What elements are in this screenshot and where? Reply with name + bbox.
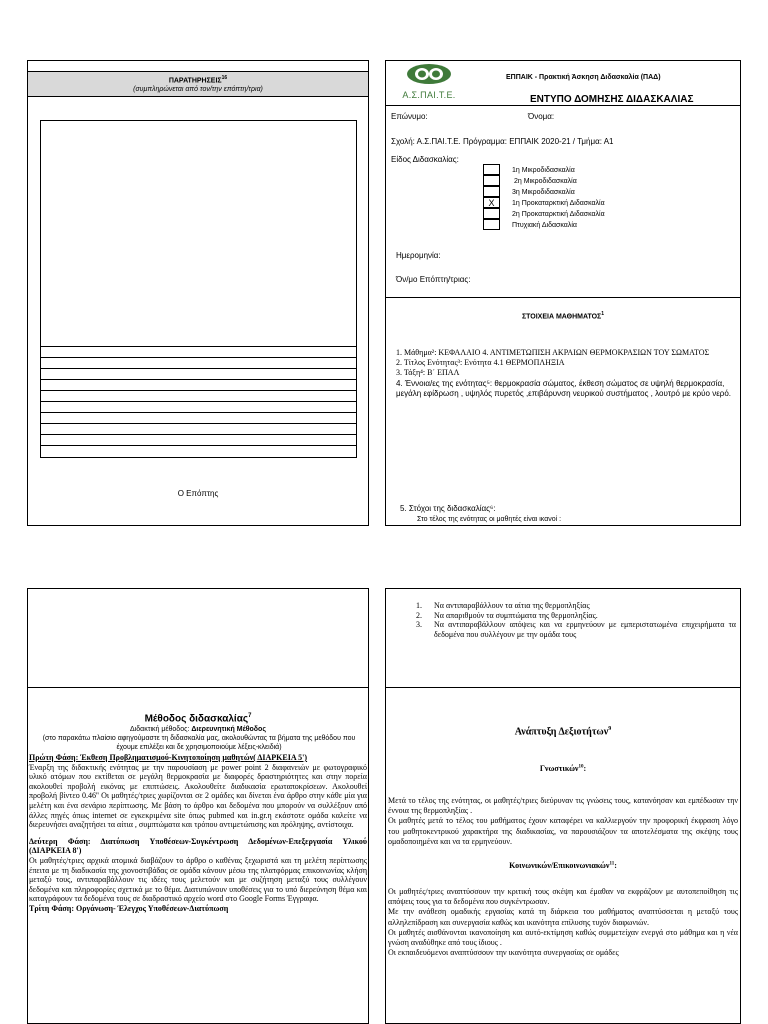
structure-form: [385, 60, 741, 526]
remarks-subtitle: (συμπληρώνεται από τον/την επόπτη/τρια): [133, 86, 263, 94]
phase1-title: Πρώτη Φάση: Έκθεση Προβληματισμού-Κινητοποίηση μαθητών( ΔΙΑΡΚΕΙΑ 5'): [29, 753, 308, 762]
teaching-method-panel: [27, 588, 369, 1024]
form-title: ΕΝΤΥΠΟ ΔΟΜΗΣΗΣ ΔΙΔΑΣΚΑΛΙΑΣ: [530, 94, 694, 105]
teaching-type-label-3: 3η Μικροδιδασκαλία: [512, 189, 575, 196]
lesson-subject: 1. Μάθημα²: ΚΕΦΑΛΑΙΟ 4. ΑΝΤΙΜΕΤΩΠΙΣΗ ΑΚΡΑΙΩΝ ΘΕΡΜΟΚΡΑΣΙΩΝ ΤΟΥ ΣΩΜΑΤΟΣ: [396, 348, 710, 357]
teaching-type-label-5: 2η Προκαταρκτική Διδασκαλία: [512, 211, 605, 218]
logo-emblem-icon: [396, 63, 462, 85]
remarks-lines: [41, 336, 356, 457]
checkbox-1st-preliminary[interactable]: X: [483, 197, 500, 208]
objectives-list: 1. Να αντιπαραβάλλουν τα αίτια της θερμοπληξίας 2. Να απαριθμούν τα συμπτώματα της θερμοπληξίας. 3. Να αντιπαραβάλλουν απόψεις και να ερμηνεύουν με εμπεριστατωμένα επιχειρήματα τα δεδομένα που συλλέγουν με την ομάδα τους: [416, 601, 736, 639]
logo-text: Α.Σ.ΠΑΙ.Τ.Ε.: [402, 90, 456, 100]
phase1-text: Έναρξη της διδακτικής ενότητας με την παρουσίαση με power point 2 διαφανειών με φωτογραφικό υλικό ατόμων που εκτίθεται σε μεγάλη θερμοκρασία με διαφορές δραστηριότητες και στην πορεία ακολουθεί προβολή εικόνας με επιπτώσεις. Ακολουθείτε διαδικασία ερωταποκρίσεων. Ακολουθεί προβολή βίντεο 0.46'' Οι μαθητές/τριες χωρίζονται σε 2 ομάδες και δίνεται ένα άρθρο στην κάθε μία για μελέτη και ένα σενάριο περίπτωσης. Με βάση το άρθρο και δεδομένα που μπορούν να συλλέξουν από άλλες πηγές όπως internet σε εγκεκριμένα site όπως pubmed και in.gr.η εκάστοτε ομάδα καλείτε να διερευνήσει αναζητήσει τα αίτια , συμπτώματα και τρόπου αντιμετώπισης και πρόληψης, αντίστοιχα.: [29, 762, 367, 830]
objective-3: Να αντιπαραβάλλουν απόψεις και να ερμηνεύουν με εμπεριστατωμένα επιχειρήματα τα δεδομένα που συλλέγουν με την ομάδα τους: [434, 620, 736, 639]
skills-title: Ανάπτυξη Δεξιοτήτων$^9$: [514, 726, 612, 738]
cognitive-skills-text: [388, 796, 738, 847]
social-skills-title: Κοινωνικών/Επικοινωνιακών$^{11}$:: [509, 861, 617, 870]
method-name-line: Διδακτική μέθοδος: Διερευνητική Μέθοδος: [130, 726, 266, 733]
teaching-type-label: Είδος Διδασκαλίας:: [391, 155, 459, 164]
method-narrative: [29, 753, 367, 914]
lesson-details: [396, 348, 726, 378]
social-paragraph-2: Με την ανάθεση ομαδικής εργασίας κατά τη διάρκεια του μαθήματος αναπτύσσεται η μεταξύ τους αλληλεπίδραση και συνεργασία καθώς και ικανότητα επίλυσης τυχόν διαφωνιών.: [388, 907, 738, 927]
supervisor-name-field: Όν/μο Επόπτη/τριας:: [396, 275, 471, 284]
teaching-type-label-2: 2η Μικροδιδασκαλία: [514, 178, 577, 185]
cognitive-paragraph-2: Οι μαθητές μετά το τέλος του μαθήματος έχουν καταφέρει να καλλιεργούν την προφορική έκφραση λόγο του μαθητοκεντρικού χαρακτήρα της διαδικασίας, να παρουσιάζουν τα αποτελέσματα της σκέψης τους ομαδοποιημένα και να τα ερμηνεύουν.: [388, 816, 738, 846]
teaching-goals-intro: Στο τέλος της ενότητας οι μαθητές είναι ικανοί :: [417, 516, 562, 523]
objectives-skills-panel: [385, 588, 741, 1024]
name-field: Όνομα:: [528, 112, 555, 121]
teaching-type-label-6: Πτυχιακή Διδασκαλία: [512, 222, 577, 229]
lesson-unit-title: 2. Τίτλος Ενότητας³: Ενότητα 4.1 ΘΕΡΜΟΠΛΗΞΙΑ: [396, 358, 565, 367]
phase2-text: Οι μαθητές/τριες αρχικά ατομικά διαβάζουν το άρθρο ο καθένας ξεχωριστά και τη μελέτη περίπτωσης έπειτα με τη διαδικασία της χιονοστιβάδας σε ομάδα κάνουν μέσω της πλατφόρμας επικοινωνίας κλήση μεταξύ τους, αντιπαραβάλλουν τις ιδέες τους μελετούν και με συζήτηση μεταξύ τους συλλέγουν δεδομένα και πληροφορίες σχετικά με το θέμα. Διατυπώνουν υποθέσεις για το υπό διερεύνηση θέμα και καταγράφουν τα δεδομένα τους σε διαδραστικό αρχείο word στο Google Forms Έγγραφα.: [29, 855, 367, 904]
remarks-header: [28, 71, 368, 97]
lesson-info-title: ΣΤΟΙΧΕΙΑ ΜΑΘΗΜΑΤΟΣ$^1$: [521, 311, 605, 321]
supervisor-signature: Ο Επόπτης: [177, 489, 219, 498]
social-paragraph-3: Οι μαθητές αισθάνονται ικανοποίηση και αυτό-εκτίμηση καθώς συμμετείχαν ενεργά στο μάθημα και η νέα γνώση αναδύθηκε από τους ίδιους .: [388, 927, 738, 948]
lesson-grade: 3. Τάξη⁴: Β΄ ΕΠΑΛ: [396, 368, 460, 377]
lesson-concepts: 4. Έννοια/ες της ενότητας⁵: θερμοκρασία σώματος, έκθεση σώματος σε υψηλή θερμοκρασία, μεγάλη εφίδρωση , υψηλός πυρετός ,επιβάρυνση νευρικού συστήματος , λουτρό με κρύο νερό.: [396, 379, 731, 398]
cognitive-skills-title: Γνωστικών$^{10}$:: [539, 764, 587, 773]
teaching-goals-label: 5. Στόχοι της διδασκαλίας⁶:: [400, 504, 496, 513]
form-organization: ΕΠΠΑΙΚ - Πρακτική Άσκηση Διδασκαλία (ΠΑΔ): [506, 74, 661, 81]
teaching-type-label-4: 1η Προκαταρκτική Διδασκαλία: [512, 200, 605, 207]
phase3-title: Τρίτη Φάση: Οργάνωση- Έλεγχος Υποθέσεων-Διατύπωση: [29, 903, 229, 913]
remarks-writing-area: [40, 120, 357, 458]
checkbox-thesis-teaching[interactable]: [483, 219, 500, 230]
checkbox-2nd-preliminary[interactable]: [483, 208, 500, 219]
school-program-line: Σχολή: Α.Σ.ΠΑΙ.Τ.Ε. Πρόγραμμα: ΕΠΠΑΙΚ 2020-21 / Τμήμα: Α1: [391, 137, 614, 146]
checkbox-1st-microteaching[interactable]: [483, 164, 500, 175]
remarks-title: ΠΑΡΑΤΗΡΗΣΕΙΣ$^{16}$: [168, 75, 228, 85]
social-paragraph-4: Οι εκπαιδευόμενοι αναπτύσσουν την ικανότητα συνεργασίας σε ομάδες: [388, 948, 619, 958]
social-paragraph-1: Οι μαθητές/τριες αναπτύσσουν την κριτική τους σκέψη και έμαθαν να εκφράζουν με αυτοπεποίθηση τις απόψεις τους για τα δεδομένα που συγκέντρωσαν.: [388, 887, 738, 907]
method-note: (στο παρακάτω πλαίσιο αφηγούμαστε τη διδασκαλία μας, ακολουθώντας τα βήματα της μεθόδου που έχουμε επιλέξει και δε χρησιμοποιούμε λέξεις-κλειδιά): [42, 735, 356, 751]
phase2-title: Δεύτερη Φάση: Διατύπωση Υποθέσεων-Συγκέντρωση Δεδομένων-Επεξεργασία Υλικού (ΔΙΑΡΚΕΙΑ 8'): [29, 836, 367, 856]
cognitive-paragraph-1: Μετά το τέλος της ενότητας, οι μαθητές/τριες διεύρυναν τις γνώσεις τους, κατανόησαν και εμπέδωσαν την έννοια της θερμοπληξίας .: [388, 796, 738, 816]
objective-1: Να αντιπαραβάλλουν τα αίτια της θερμοπληξίας: [434, 601, 590, 610]
objective-2: Να απαριθμούν τα συμπτώματα της θερμοπληξίας.: [434, 610, 598, 620]
surname-field: Επώνυμο:: [391, 112, 428, 121]
method-title: Μέθοδος διδασκαλίας$^7$: [144, 713, 252, 725]
checkbox-3rd-microteaching[interactable]: [483, 186, 500, 197]
remarks-panel: [27, 60, 369, 526]
date-field: Ημερομηνία:: [396, 251, 441, 260]
social-skills-text: [388, 887, 738, 958]
teaching-type-label-1: 1η Μικροδιδασκαλία: [512, 167, 575, 174]
institution-logo: [396, 63, 462, 100]
checkbox-2nd-microteaching[interactable]: [483, 175, 500, 186]
